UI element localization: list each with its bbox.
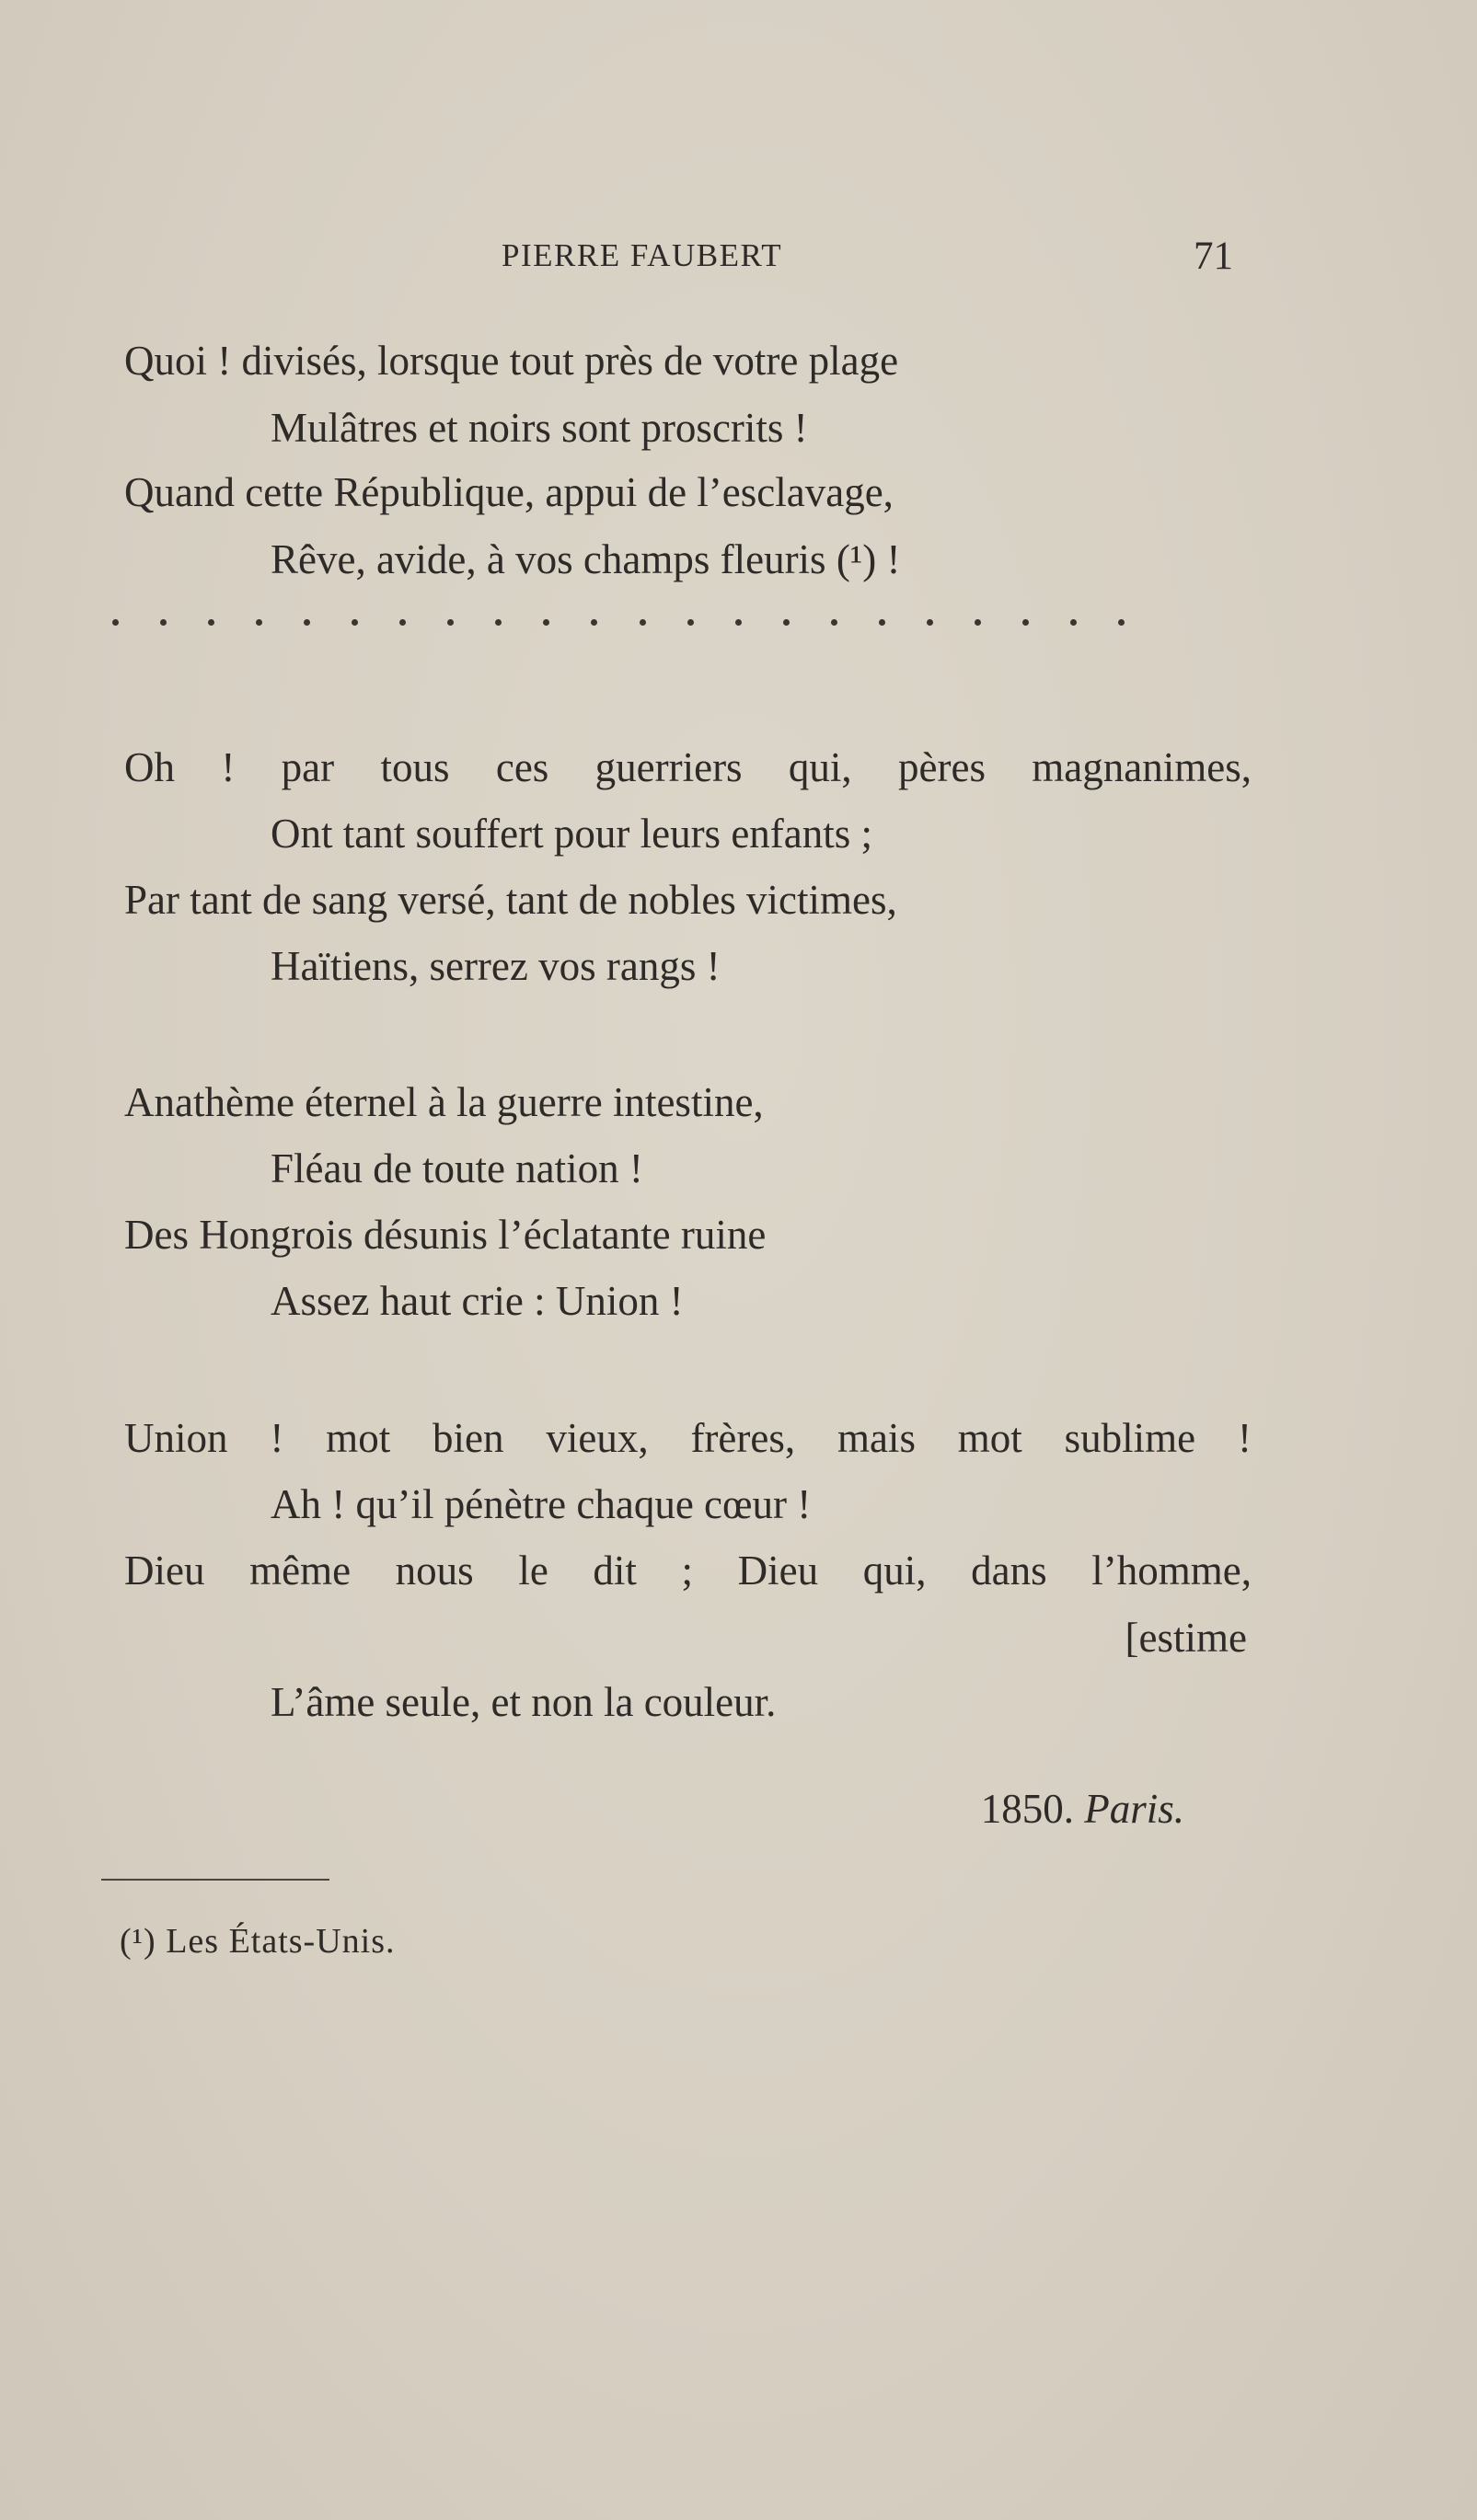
ellipsis-dot — [112, 619, 119, 626]
verse-line: Par tant de sang versé, tant de nobles victimes, — [124, 877, 897, 923]
ellipsis-dot — [640, 619, 646, 626]
ellipsis-dot — [352, 619, 358, 626]
ellipsis-dot — [975, 619, 981, 626]
running-title: PIERRE FAUBERT — [502, 237, 783, 273]
verse-line: Fléau de toute nation ! — [271, 1145, 643, 1191]
ellipsis-dot — [495, 619, 502, 626]
ellipsis-dot — [879, 619, 885, 626]
ellipsis-dot — [304, 619, 310, 626]
verse-line: Quoi ! divisés, lorsque tout près de votre plage — [124, 338, 899, 384]
verse-line: Mulâtres et noirs sont proscrits ! — [271, 405, 808, 451]
verse-line: Oh ! par tous ces guerriers qui, pères magnanimes, — [124, 744, 1252, 790]
ellipsis-dot — [256, 619, 262, 626]
verse-line: Anathème éternel à la guerre intestine, — [124, 1079, 764, 1125]
verse-line: Rêve, avide, à vos champs fleuris (¹) ! — [271, 536, 901, 582]
verse-line: Ah ! qu’il pénètre chaque cœur ! — [271, 1481, 812, 1527]
verse-line: Quand cette République, appui de l’esclavage, — [124, 469, 894, 515]
ellipsis-dot — [1022, 619, 1029, 626]
ellipsis-separator — [112, 619, 1125, 626]
verse-line: Ont tant souffert pour leurs enfants ; — [271, 811, 873, 857]
verse-line: Haïtiens, serrez vos rangs ! — [271, 943, 721, 989]
page-header — [0, 237, 1477, 293]
ellipsis-dot — [735, 619, 742, 626]
ellipsis-dot — [591, 619, 597, 626]
ellipsis-dot — [783, 619, 790, 626]
verse-line: Dieu même nous le dit ; Dieu qui, dans l’homme, — [124, 1548, 1252, 1594]
dateline-year: 1850. — [980, 1786, 1074, 1832]
ellipsis-dot — [543, 619, 549, 626]
ellipsis-dot — [927, 619, 933, 626]
ellipsis-dot — [399, 619, 406, 626]
verse-line-continuation: [estime — [1125, 1615, 1247, 1661]
verse-line: L’âme seule, et non la couleur. — [271, 1679, 777, 1725]
ellipsis-dot — [160, 619, 167, 626]
verse-line: Union ! mot bien vieux, frères, mais mot sublime ! — [124, 1415, 1252, 1461]
ellipsis-dot — [447, 619, 454, 626]
footnote-rule — [101, 1879, 329, 1881]
page-number: 71 — [1194, 235, 1233, 278]
footnote: (¹) Les États-Unis. — [120, 1922, 396, 1961]
ellipsis-dot — [831, 619, 837, 626]
dateline — [981, 1785, 1184, 1833]
ellipsis-dot — [208, 619, 214, 626]
ellipsis-dot — [1070, 619, 1077, 626]
verse-line: Des Hongrois désunis l’éclatante ruine — [124, 1212, 767, 1258]
verse-line: Assez haut crie : Union ! — [271, 1278, 684, 1324]
ellipsis-dot — [1118, 619, 1125, 626]
ellipsis-dot — [687, 619, 694, 626]
dateline-place: Paris. — [1084, 1786, 1184, 1832]
